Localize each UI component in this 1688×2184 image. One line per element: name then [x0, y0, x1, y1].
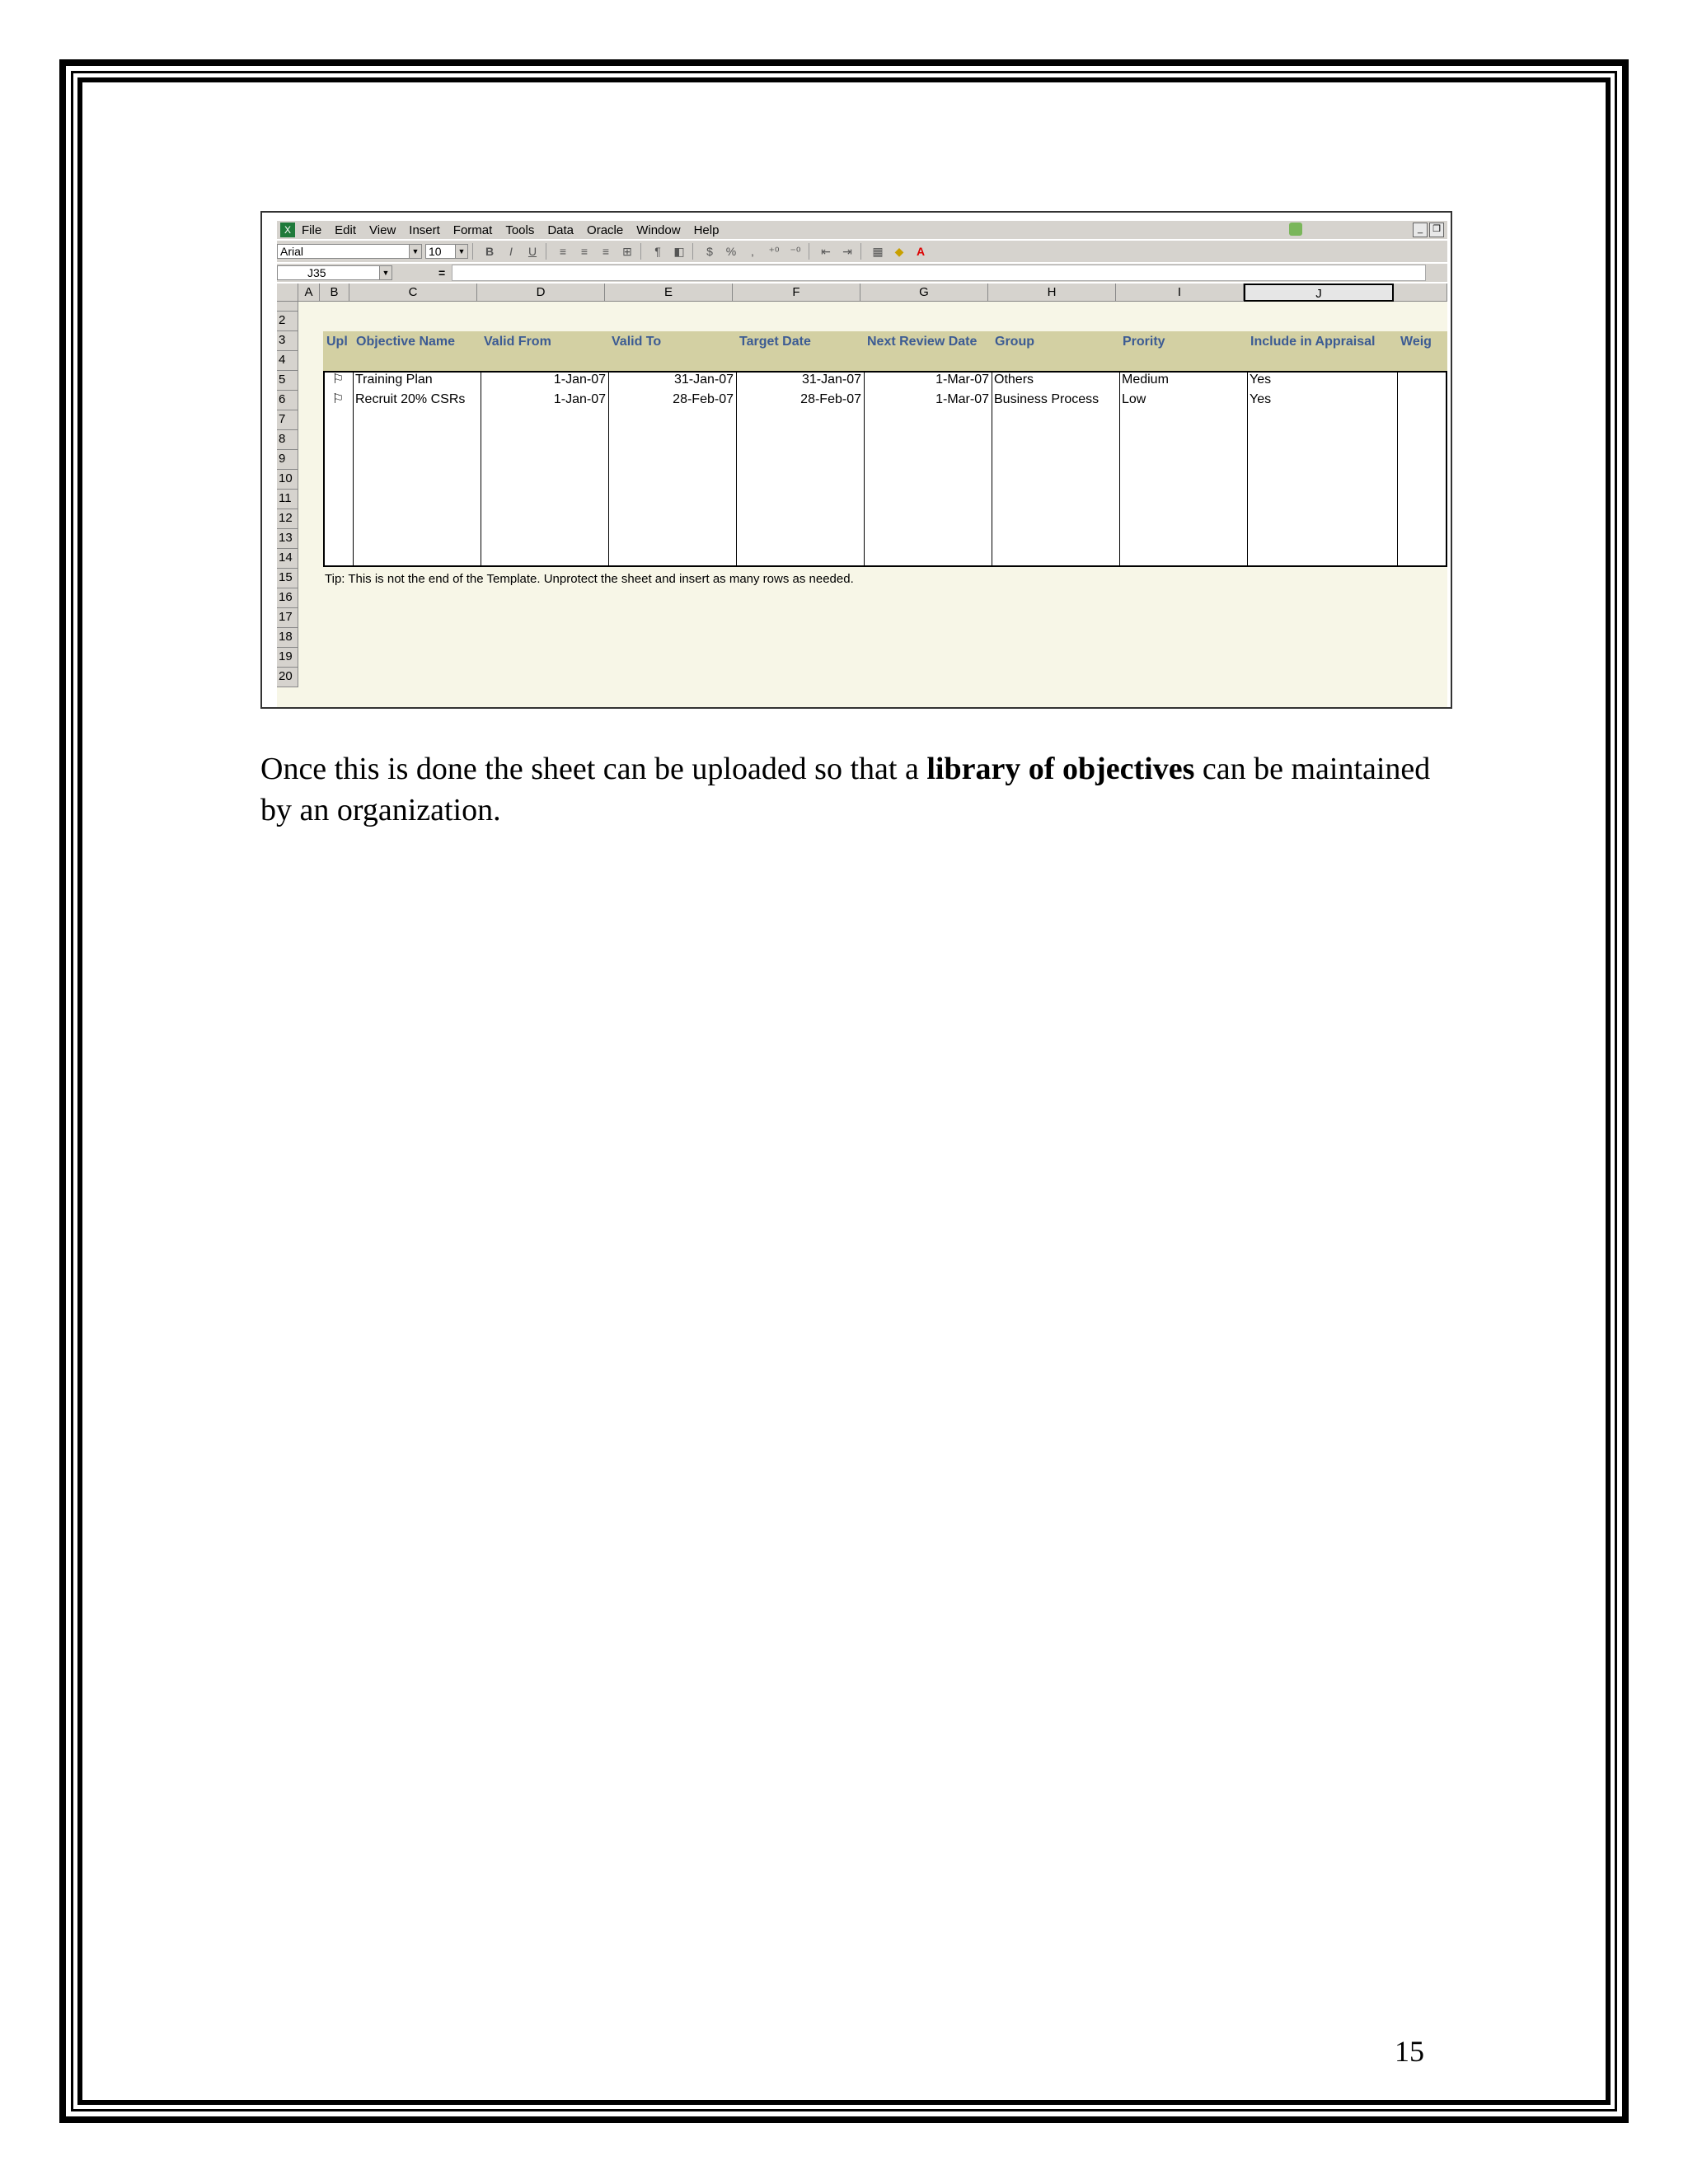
header-valid-from: Valid From — [484, 335, 551, 349]
table-cell[interactable]: 1-Jan-07 — [553, 373, 606, 387]
name-box[interactable] — [277, 265, 392, 280]
align-center-icon[interactable]: ≡ — [580, 245, 588, 258]
menu-insert[interactable]: Insert — [409, 223, 440, 237]
row-header-14[interactable]: 14 — [277, 549, 298, 569]
page-number: 15 — [1395, 2035, 1424, 2068]
row-header-17[interactable]: 17 — [277, 608, 298, 628]
font-name-value: Arial — [280, 245, 304, 258]
italic-button[interactable]: I — [509, 245, 513, 258]
menu-file[interactable]: File — [302, 223, 322, 237]
font-size-select[interactable] — [425, 244, 468, 259]
column-header-g[interactable]: G — [860, 284, 988, 302]
macro-icon[interactable]: ◧ — [673, 245, 685, 258]
window-controls — [1413, 223, 1444, 237]
excel-screenshot — [260, 211, 1452, 709]
paragraph-icon[interactable]: ¶ — [654, 245, 661, 258]
row-header-20[interactable]: 20 — [277, 668, 298, 687]
merge-center-icon[interactable]: ⊞ — [622, 245, 632, 258]
table-cell[interactable]: 1-Mar-07 — [935, 373, 989, 387]
row-header-3[interactable]: 3 — [277, 331, 298, 351]
toolbar-separator — [472, 243, 473, 260]
percent-button[interactable]: % — [725, 245, 737, 258]
table-cell[interactable]: Business Process — [994, 392, 1100, 406]
upload-flag-icon[interactable]: ⚐ — [331, 392, 345, 406]
column-header-d[interactable]: D — [477, 284, 605, 302]
increase-indent-icon[interactable]: ⇥ — [842, 245, 852, 258]
row-header-2[interactable]: 2 — [277, 312, 298, 331]
header-objective-name: Objective Name — [356, 335, 456, 349]
table-cell[interactable]: 28-Feb-07 — [800, 392, 861, 406]
chevron-down-icon[interactable]: ▼ — [379, 266, 392, 279]
header-valid-to: Valid To — [612, 335, 662, 349]
header-priority: Prority — [1123, 335, 1165, 349]
align-left-icon[interactable]: ≡ — [559, 245, 567, 258]
font-color-icon[interactable]: A — [916, 245, 926, 258]
row-header-7[interactable]: 7 — [277, 410, 298, 430]
column-header-a[interactable]: A — [298, 284, 320, 302]
table-cell[interactable]: Recruit 20% CSRs — [355, 392, 466, 406]
table-cell[interactable]: 1-Jan-07 — [553, 392, 606, 406]
table-cell[interactable]: Medium — [1122, 373, 1169, 387]
row-header-9[interactable]: 9 — [277, 450, 298, 470]
row-header-16[interactable]: 16 — [277, 588, 298, 608]
menu-data[interactable]: Data — [547, 223, 574, 237]
row-header-8[interactable]: 8 — [277, 430, 298, 450]
menu-oracle[interactable]: Oracle — [587, 223, 624, 237]
column-header-e[interactable]: E — [605, 284, 733, 302]
column-header-k[interactable] — [1394, 284, 1447, 302]
menu-format[interactable]: Format — [452, 223, 493, 237]
bold-button[interactable]: B — [485, 245, 495, 258]
font-size-value: 10 — [429, 245, 442, 258]
row-header-18[interactable]: 18 — [277, 628, 298, 648]
minimize-icon[interactable]: _ — [1413, 223, 1428, 237]
fill-color-icon[interactable]: ◆ — [894, 245, 904, 258]
table-cell[interactable]: Low — [1122, 392, 1146, 406]
column-header-i[interactable]: I — [1116, 284, 1244, 302]
formula-bar — [277, 264, 1447, 282]
row-header-11[interactable]: 11 — [277, 490, 298, 509]
name-box-value: J35 — [307, 266, 326, 279]
formula-equals: = — [438, 266, 446, 279]
restore-icon[interactable]: ❐ — [1429, 223, 1444, 237]
chevron-down-icon[interactable]: ▼ — [409, 245, 421, 258]
table-cell[interactable]: Yes — [1250, 392, 1272, 406]
column-header-h[interactable]: H — [988, 284, 1116, 302]
table-cell[interactable]: 1-Mar-07 — [935, 392, 989, 406]
chevron-down-icon[interactable]: ▼ — [455, 245, 467, 258]
column-header-j[interactable]: J — [1244, 284, 1394, 302]
decrease-decimal-icon[interactable]: ⁻⁰ — [790, 245, 801, 258]
formula-input[interactable] — [452, 265, 1426, 281]
increase-decimal-icon[interactable]: ⁺⁰ — [768, 245, 780, 258]
table-cell[interactable]: 28-Feb-07 — [673, 392, 734, 406]
table-cell[interactable]: 31-Jan-07 — [801, 373, 861, 387]
excel-icon[interactable]: X — [280, 223, 295, 237]
menu-window[interactable]: Window — [636, 223, 681, 237]
menu-view[interactable]: View — [369, 223, 396, 237]
row-header-13[interactable]: 13 — [277, 529, 298, 549]
column-header-c[interactable]: C — [349, 284, 477, 302]
body-paragraph — [260, 748, 1447, 831]
table-cell[interactable]: Yes — [1250, 373, 1272, 387]
worksheet-grid — [277, 284, 1447, 709]
office-assistant-icon[interactable] — [1289, 223, 1302, 236]
table-cell[interactable]: Others — [994, 373, 1034, 387]
header-target-date: Target Date — [739, 335, 811, 349]
row-header-6[interactable]: 6 — [277, 391, 298, 410]
row-header-12[interactable]: 12 — [277, 509, 298, 529]
borders-icon[interactable]: ▦ — [872, 245, 884, 258]
select-all-corner[interactable] — [277, 284, 298, 302]
menu-edit[interactable]: Edit — [335, 223, 357, 237]
underline-button[interactable]: U — [528, 245, 537, 258]
toolbar-separator — [640, 243, 641, 260]
row-header-19[interactable]: 19 — [277, 648, 298, 668]
column-divider — [1397, 371, 1398, 567]
column-header-b[interactable]: B — [320, 284, 349, 302]
body-text-before: Once this is done the sheet can be uploaded so that a — [260, 752, 927, 786]
header-upl: Upl — [326, 335, 348, 349]
header-include-in-appraisal: Include in Appraisal — [1250, 335, 1376, 349]
header-weight: Weig — [1400, 335, 1432, 349]
menu-bar — [277, 221, 1447, 239]
template-tip: Tip: This is not the end of the Template. Unprotect the sheet and insert as many rows as needed. — [325, 572, 854, 586]
row-header-10[interactable]: 10 — [277, 470, 298, 490]
table-cell[interactable]: 31-Jan-07 — [673, 373, 734, 387]
toolbar-separator — [692, 243, 693, 260]
align-right-icon[interactable]: ≡ — [602, 245, 610, 258]
body-text-after: can be maintained by an organization. — [260, 752, 1431, 827]
toolbar-separator — [860, 243, 861, 260]
row-header-5[interactable]: 5 — [277, 371, 298, 391]
row-header-4[interactable]: 4 — [277, 351, 298, 371]
decrease-indent-icon[interactable]: ⇤ — [821, 245, 831, 258]
row-header-15[interactable]: 15 — [277, 569, 298, 588]
font-name-select[interactable] — [277, 244, 422, 259]
comma-button[interactable]: , — [751, 245, 754, 258]
menu-help[interactable]: Help — [693, 223, 720, 237]
header-next-review-date: Next Review Date — [867, 335, 978, 349]
upload-flag-icon[interactable]: ⚐ — [331, 373, 345, 387]
column-header-f[interactable]: F — [733, 284, 860, 302]
table-cell[interactable]: Training Plan — [355, 373, 433, 387]
menu-tools[interactable]: Tools — [505, 223, 535, 237]
body-bold-text: library of objectives — [926, 752, 1195, 786]
formatting-toolbar — [277, 241, 1447, 262]
row-header-1[interactable] — [277, 302, 298, 312]
header-group: Group — [995, 335, 1034, 349]
currency-button[interactable]: $ — [706, 245, 713, 258]
